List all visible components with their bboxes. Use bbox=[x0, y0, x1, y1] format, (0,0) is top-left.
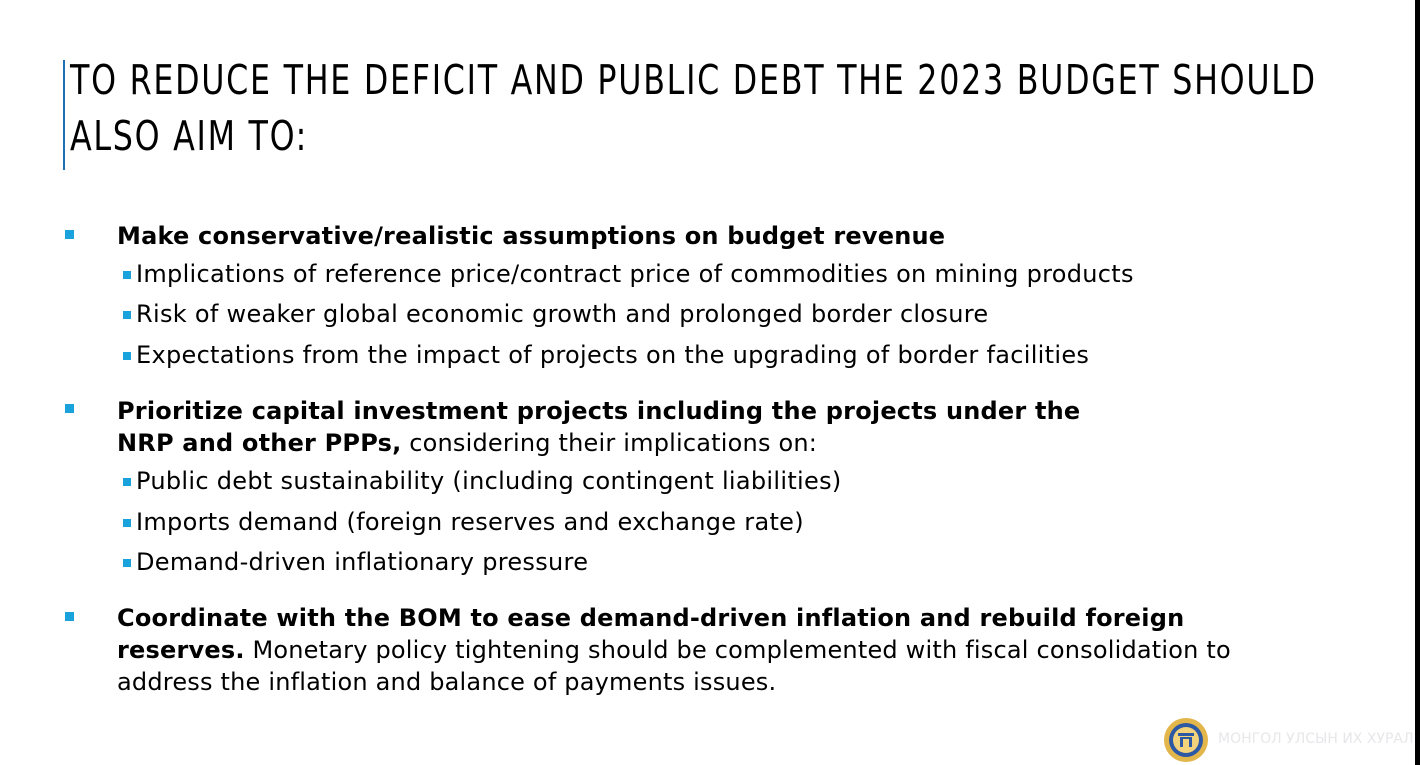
bullet-2-text: considering their implications on: bbox=[401, 429, 818, 457]
footer-logo-text: МОНГОЛ УЛСЫН ИХ ХУРАЛ bbox=[1218, 731, 1414, 747]
bullet-2 bbox=[117, 395, 1080, 459]
sub-bullet-marker bbox=[123, 519, 131, 527]
bullet-1 bbox=[117, 220, 945, 252]
bullet-1-sub-3 bbox=[123, 339, 1089, 371]
bullet-2-heading-line1: Prioritize capital investment projects including the projects under the bbox=[117, 397, 1081, 425]
sub-bullet-marker bbox=[123, 352, 131, 360]
bullet-marker bbox=[65, 404, 74, 413]
bullet-3-text-line3: address the inflation and balance of payments issues. bbox=[117, 668, 777, 696]
bullet-1-sub-1 bbox=[123, 258, 1134, 290]
bullet-3-heading-line2: reserves. bbox=[117, 636, 245, 664]
bullet-1-sub-2 bbox=[123, 298, 988, 330]
bullet-marker bbox=[65, 612, 74, 621]
sub-text: Implications of reference price/contract price of commodities on mining products bbox=[136, 260, 1134, 288]
slide-title: TO REDUCE THE DEFICIT AND PUBLIC DEBT THE 2023 BUDGET SHOULD ALSO AIM TO: bbox=[70, 56, 1317, 160]
bullet-2-sub-3 bbox=[123, 546, 588, 578]
sub-bullet-marker bbox=[123, 559, 131, 567]
bullet-3-text-line2: Monetary policy tightening should be complemented with fiscal consolidation to bbox=[244, 636, 1231, 664]
bullet-2-sub-1 bbox=[123, 465, 842, 497]
sub-text: Demand-driven inflationary pressure bbox=[136, 548, 589, 576]
parliament-emblem-icon bbox=[1163, 717, 1209, 763]
bullet-1-heading: Make conservative/realistic assumptions on budget revenue bbox=[117, 222, 946, 250]
bullet-2-heading-line2: NRP and other PPPs, bbox=[117, 429, 402, 457]
sub-text: Expectations from the impact of projects on the upgrading of border facilities bbox=[136, 341, 1090, 369]
sub-text: Imports demand (foreign reserves and exchange rate) bbox=[136, 508, 804, 536]
bullet-3-heading-line1: Coordinate with the BOM to ease demand-driven inflation and rebuild foreign bbox=[117, 604, 1185, 632]
bullet-2-sub-2 bbox=[123, 506, 804, 538]
sub-bullet-marker bbox=[123, 311, 131, 319]
bullet-3 bbox=[117, 602, 1231, 698]
bullet-marker bbox=[65, 230, 74, 239]
sub-text: Public debt sustainability (including contingent liabilities) bbox=[136, 467, 842, 495]
sub-text: Risk of weaker global economic growth and prolonged border closure bbox=[136, 300, 989, 328]
sub-bullet-marker bbox=[123, 271, 131, 279]
sub-bullet-marker bbox=[123, 478, 131, 486]
slide-edge-border bbox=[1415, 0, 1420, 765]
title-accent-bar bbox=[63, 60, 65, 170]
